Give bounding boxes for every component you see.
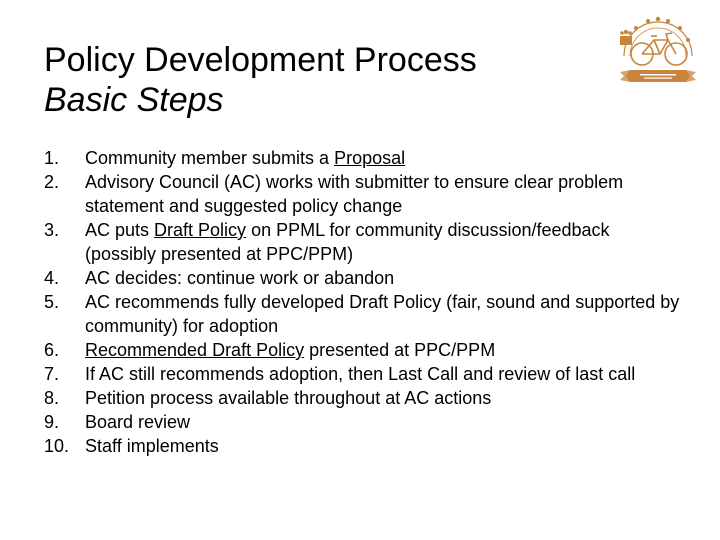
draft-policy-link[interactable]: Draft Policy xyxy=(154,220,247,240)
list-item xyxy=(44,338,684,362)
list-item xyxy=(44,170,684,218)
steps-list xyxy=(44,146,684,458)
list-item xyxy=(44,434,684,458)
step-number: 3. xyxy=(44,220,60,240)
step-number: 6. xyxy=(44,340,60,360)
step-text: AC decides: continue work or abandon xyxy=(85,268,395,288)
step-number: 1. xyxy=(44,148,60,168)
step-text-part: Community member submits a xyxy=(85,148,335,168)
step-number: 4. xyxy=(44,268,60,288)
step-text xyxy=(85,338,684,362)
step-text xyxy=(85,146,684,170)
step-text: Advisory Council (AC) works with submitter to ensure clear problem statement and suggested policy change xyxy=(85,172,624,216)
step-text-part: on PPML for community discussion/feedback (possibly presented at PPC/PPM) xyxy=(85,220,610,264)
step-number: 10. xyxy=(44,436,70,456)
page-subtitle: Basic Steps xyxy=(44,81,224,119)
list-item xyxy=(44,218,684,266)
page-title: Policy Development Process xyxy=(44,41,477,79)
step-text: AC recommends fully developed Draft Policy (fair, sound and supported by community) for adoption xyxy=(85,292,680,336)
step-text-part: presented at PPC/PPM xyxy=(304,340,496,360)
step-text: Staff implements xyxy=(85,436,219,456)
list-item xyxy=(44,266,684,290)
step-number: 7. xyxy=(44,364,60,384)
list-item xyxy=(44,146,684,170)
list-item xyxy=(44,410,684,434)
step-number: 8. xyxy=(44,388,60,408)
list-item xyxy=(44,290,684,338)
step-text: If AC still recommends adoption, then Last Call and review of last call xyxy=(85,364,636,384)
step-text: Petition process available throughout at AC actions xyxy=(85,388,492,408)
step-number: 2. xyxy=(44,172,60,192)
step-number: 5. xyxy=(44,292,60,312)
bicycle-seal-icon xyxy=(606,6,710,86)
recommended-draft-policy-link[interactable]: Recommended Draft Policy xyxy=(85,340,305,360)
step-text: Board review xyxy=(85,412,191,432)
slide-title xyxy=(44,40,477,120)
step-number: 9. xyxy=(44,412,60,432)
step-text-part: AC puts xyxy=(85,220,155,240)
list-item xyxy=(44,362,684,386)
step-text xyxy=(85,218,684,266)
proposal-link[interactable]: Proposal xyxy=(334,148,406,168)
list-item xyxy=(44,386,684,410)
